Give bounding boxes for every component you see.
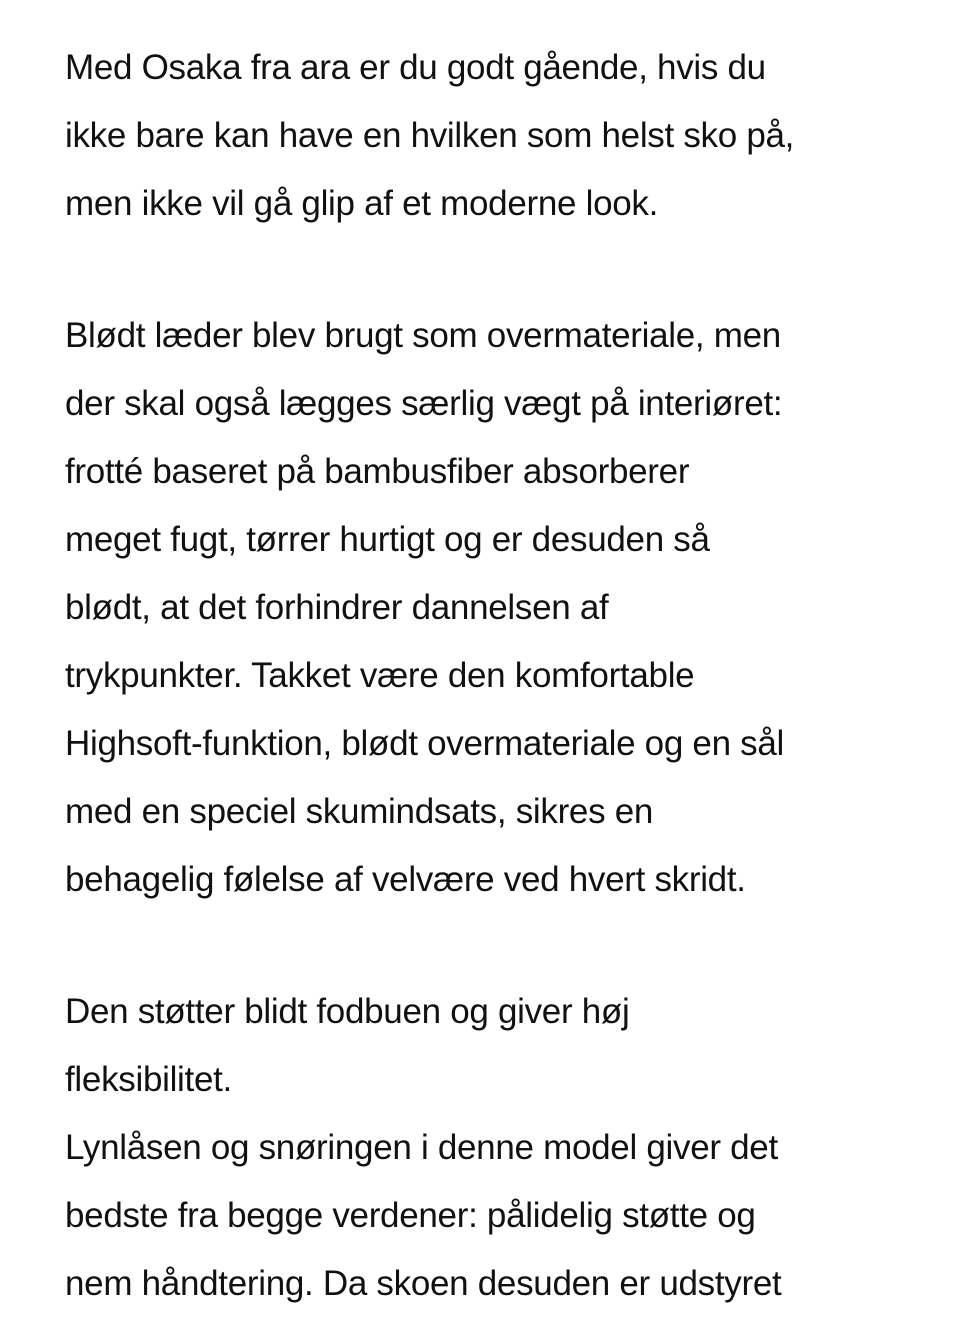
text-line: ikke bare kan have en hvilken som helst sko på, bbox=[65, 116, 795, 155]
paragraph-materials bbox=[65, 302, 945, 914]
text-line: fleksibilitet. bbox=[65, 1060, 232, 1099]
text-line: Med Osaka fra ara er du godt gående, hvis du bbox=[65, 48, 766, 87]
text-line: Blødt læder blev brugt som overmateriale, men bbox=[65, 316, 781, 355]
text-line: Highsoft-funktion, blødt overmateriale og en sål bbox=[65, 724, 785, 763]
text-line: trykpunkter. Takket være den komfortable bbox=[65, 656, 695, 695]
paragraph-support bbox=[65, 978, 945, 1114]
text-line: men ikke vil gå glip af et moderne look. bbox=[65, 184, 659, 223]
text-line: frotté baseret på bambusfiber absorberer bbox=[65, 452, 690, 491]
text-line: Lynlåsen og snøringen i denne model giver det bbox=[65, 1128, 778, 1167]
text-line: der skal også lægges særlig vægt på interiøret: bbox=[65, 384, 783, 423]
paragraph-intro bbox=[65, 34, 945, 238]
paragraph-gap bbox=[65, 914, 945, 978]
paragraph-gap bbox=[65, 238, 945, 302]
text-line: nem håndtering. Da skoen desuden er udstyret bbox=[65, 1264, 782, 1303]
text-line: behagelig følelse af velvære ved hvert skridt. bbox=[65, 860, 746, 899]
text-line: bedste fra begge verdener: pålidelig støtte og bbox=[65, 1196, 756, 1235]
text-line: Den støtter blidt fodbuen og giver høj bbox=[65, 992, 630, 1031]
paragraph-closure bbox=[65, 1114, 945, 1318]
text-line: blødt, at det forhindrer dannelsen af bbox=[65, 588, 609, 627]
product-description bbox=[65, 34, 945, 1318]
text-line: meget fugt, tørrer hurtigt og er desuden så bbox=[65, 520, 710, 559]
text-line: med en speciel skumindsats, sikres en bbox=[65, 792, 654, 831]
